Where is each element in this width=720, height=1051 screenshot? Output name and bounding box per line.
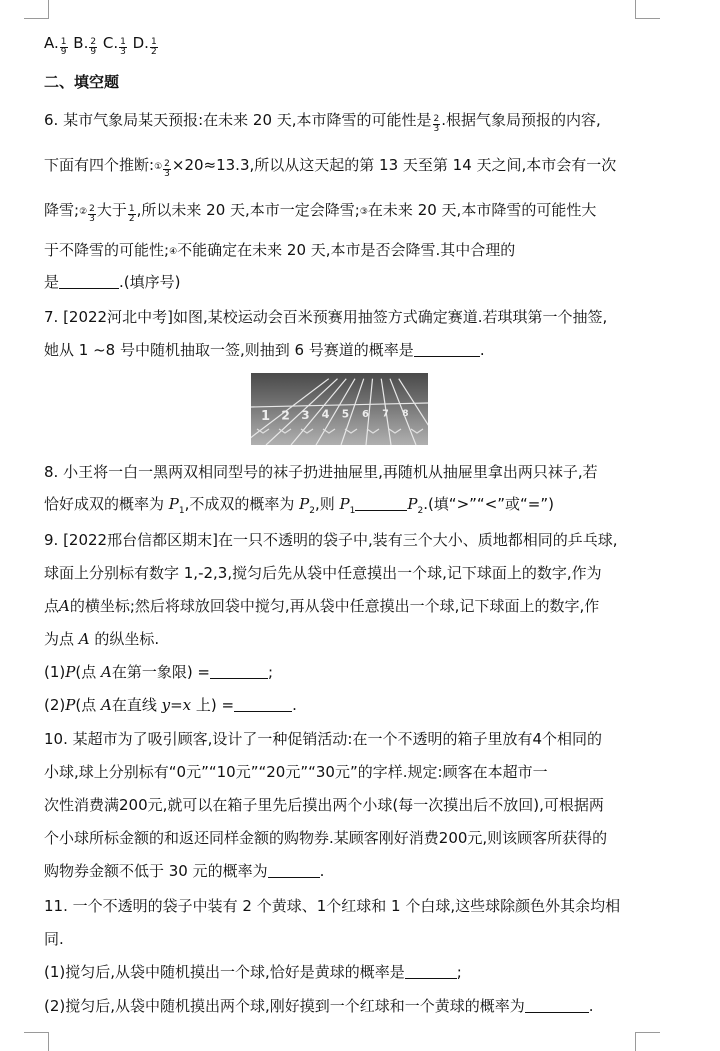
q7-answer-blank: [414, 341, 480, 357]
q7-line-2: 她从 1 ~8 号中随机抽取一签,则抽到 6 号赛道的概率是 .: [44, 341, 485, 359]
lane-number: 4: [321, 408, 330, 422]
crop-mark-top-right: [635, 0, 660, 19]
q9-line-4: 为点 A 的纵坐标.: [44, 630, 160, 648]
option-d-fraction: $\frac{1}{2}$: [150, 37, 157, 57]
option-a-label: A.: [44, 34, 59, 52]
option-c-label: C.: [102, 34, 119, 52]
q11-part-2-blank: [525, 997, 589, 1013]
q10-line-4: 个小球所标金额的和返还同样金额的购物券.某顾客刚好消费200元,则该顾客所获得的: [44, 829, 608, 847]
track-lanes-svg: [251, 373, 428, 445]
q10-line-3: 次性消费满200元,就可以在箱子里先后摸出两个小球(每一次摸出后不放回),可根据两: [44, 796, 604, 814]
q7-line-1: 7. [2022河北中考]如图,某校运动会百米预赛用抽签方式确定赛道.若琪琪第一个抽签,: [44, 308, 608, 326]
q11-line-2: 同.: [44, 930, 64, 948]
q6-answer-blank: [59, 273, 119, 289]
option-b-fraction: $\frac{2}{9}$: [90, 37, 97, 57]
q8-answer-blank: [355, 495, 407, 511]
q9-line-3: 点A的横坐标;然后将球放回袋中搅匀,再从袋中任意摸出一个球,记下球面上的数字,作: [44, 597, 600, 615]
crop-mark-bottom-right: [635, 1032, 660, 1051]
q10-answer-blank: [268, 862, 320, 878]
section-title: 二、填空题: [44, 73, 120, 91]
option-a-fraction: $\frac{1}{9}$: [60, 37, 67, 57]
lane-number: 8: [402, 408, 409, 419]
q8-line-2: 恰好成双的概率为 $P_1$,不成双的概率为 $P_2$,则 $P_1$ $P_2$.(填“>”“<”或“=”): [44, 495, 554, 516]
lane-line: [291, 379, 346, 445]
q9-part-1: (1)P(点 A在第一象限) = ;: [44, 663, 274, 681]
options-line: [44, 33, 159, 57]
q11-line-1: 11. 一个不透明的袋子中装有 2 个黄球、1个红球和 1 个白球,这些球除颜色外其余均相: [44, 897, 621, 915]
lane-number: 5: [341, 408, 350, 421]
q10-line-1: 10. 某超市为了吸引顾客,设计了一种促销活动:在一个不透明的箱子里放有4个相同的: [44, 730, 602, 748]
q9-part-2: (2)P(点 A在直线 y=x 上) = .: [44, 696, 297, 714]
lane-number: 1: [261, 409, 271, 424]
lane-chevron: [411, 429, 423, 433]
option-c-fraction: $\frac{1}{3}$: [120, 37, 126, 57]
lane-chevron: [345, 429, 357, 433]
q9-line-2: 球面上分别标有数字 1,-2,3,搅匀后先从袋中任意摸出一个球,记下球面上的数字,作为: [44, 564, 602, 582]
lane-number: 2: [281, 407, 290, 423]
q8-line-1: 8. 小王将一白一黑两双相同型号的袜子扔进抽屉里,再随机从抽屉里拿出两只袜子,若: [44, 463, 598, 481]
q9-line-1: 9. [2022邢台信都区期末]在一只不透明的袋子中,装有三个大小、质地都相同的乒乓球,: [44, 531, 618, 549]
q10-line-2: 小球,球上分别标有“0元”“10元”“20元”“30元”的字样.规定:顾客在本超市一: [44, 763, 548, 781]
lane-chevron: [367, 429, 379, 433]
lane-chevron: [389, 429, 401, 433]
q6-line-5: 是 .(填序号): [44, 273, 181, 291]
q9-part-1-blank: [210, 663, 268, 679]
q6-fraction: $\frac{2}{3}$: [433, 114, 440, 134]
option-b-label: B.: [73, 34, 89, 52]
crop-mark-bottom-left: [24, 1032, 49, 1051]
q11-part-1: (1)搅匀后,从袋中随机摸出一个球,恰好是黄球的概率是 ;: [44, 963, 462, 981]
option-d-label: D.: [132, 34, 149, 52]
running-track-photo: [251, 373, 428, 445]
q6-line-3: 降雪;② $\frac{2}{3}$ 大于 $\frac{1}{2}$ ,所以未来 20 天,本市一定会降雪;③在未来 20 天,本市降雪的可能性大: [44, 201, 597, 224]
q6-line-4: 于不降雪的可能性;④不能确定在未来 20 天,本市是否会降雪.其中合理的: [44, 241, 516, 259]
lane-number: 3: [301, 407, 310, 422]
q9-part-2-blank: [234, 696, 292, 712]
q11-part-1-blank: [405, 963, 457, 979]
lane-number: 6: [362, 409, 369, 420]
crop-mark-top-left: [24, 0, 49, 19]
q6-line-1: 6. 某市气象局某天预报:在未来 20 天,本市降雪的可能性是 $\frac{2}{3}$ .根据气象局预报的内容,: [44, 111, 601, 134]
lane-number: 7: [382, 408, 389, 420]
q10-line-5: 购物券金额不低于 30 元的概率为 .: [44, 862, 325, 880]
q6-line-2: 下面有四个推断:① $\frac{2}{3}$ ×20≈13.3,所以从这天起的第 13 天至第 14 天之间,本市会有一次: [44, 156, 617, 179]
q11-part-2: (2)搅匀后,从袋中随机摸出两个球,刚好摸到一个红球和一个黄球的概率为 .: [44, 997, 594, 1015]
